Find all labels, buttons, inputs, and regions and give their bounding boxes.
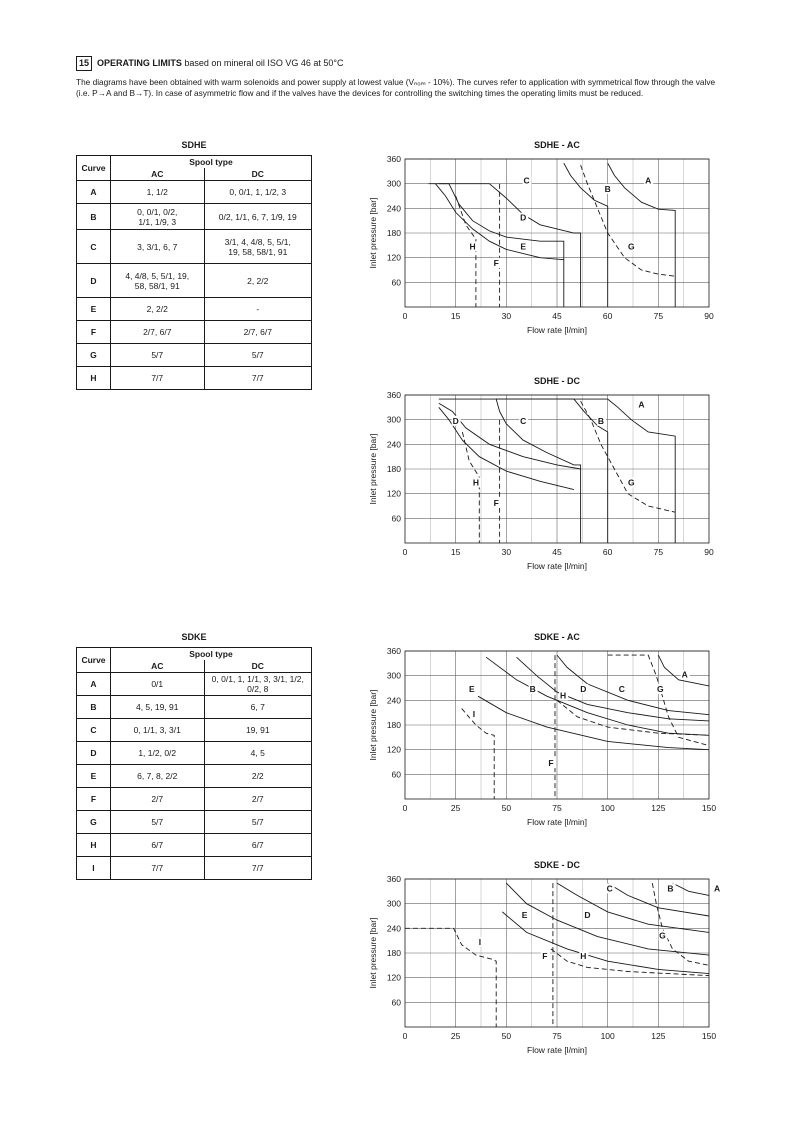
cell-ac bbox=[110, 857, 204, 880]
cell-text: 2, 2/2 bbox=[146, 304, 168, 314]
cell-ac bbox=[110, 834, 204, 857]
cell-curve: B bbox=[77, 204, 111, 230]
cell-text: 6/7 bbox=[151, 840, 164, 850]
series-line-e bbox=[478, 696, 709, 750]
curve-label: F bbox=[542, 951, 548, 962]
curve-label: G bbox=[627, 477, 635, 488]
x-tick-label: 50 bbox=[501, 1031, 512, 1041]
curve-label: B bbox=[597, 415, 604, 426]
y-tick-label: 60 bbox=[391, 997, 401, 1008]
x-tick-label: 45 bbox=[552, 311, 562, 321]
curve-label: C bbox=[523, 175, 530, 186]
series-line-e bbox=[502, 912, 709, 974]
cell-text: 7/7 bbox=[251, 863, 264, 873]
cell-dc bbox=[204, 181, 311, 204]
cell-text: 7/7 bbox=[251, 373, 264, 383]
x-tick-label: 100 bbox=[600, 803, 615, 813]
x-tick-label: 90 bbox=[704, 311, 714, 321]
col-header-dc: DC bbox=[204, 660, 311, 673]
table-row bbox=[77, 765, 312, 788]
x-tick-label: 50 bbox=[501, 803, 512, 813]
y-tick-label: 120 bbox=[386, 488, 401, 499]
cell-text: 1, 1/2 bbox=[146, 187, 168, 197]
curve-label: C bbox=[606, 883, 613, 894]
cell-ac bbox=[110, 230, 204, 264]
curve-label: B bbox=[667, 883, 674, 894]
y-tick-label: 180 bbox=[386, 464, 401, 474]
cell-curve: A bbox=[77, 181, 111, 204]
x-tick-label: 30 bbox=[501, 547, 512, 557]
y-tick-label: 120 bbox=[386, 744, 401, 755]
spool-table-sdke bbox=[76, 647, 312, 880]
cell-curve: C bbox=[77, 230, 111, 264]
curve-label: E bbox=[469, 684, 475, 695]
x-tick-label: 75 bbox=[552, 803, 562, 813]
table-row bbox=[77, 857, 312, 880]
table-row bbox=[77, 298, 312, 321]
cell-curve: A bbox=[77, 673, 111, 696]
curve-label: B bbox=[529, 684, 536, 695]
cell-curve: D bbox=[77, 264, 111, 298]
cell-text: 5/7 bbox=[251, 817, 264, 827]
cell-curve: F bbox=[77, 788, 111, 811]
curve-label: G bbox=[657, 684, 664, 695]
y-tick-label: 300 bbox=[386, 414, 401, 425]
cell-text: 2/7 bbox=[151, 794, 164, 804]
col-header-spool-type: Spool type bbox=[110, 156, 311, 169]
series-line-g bbox=[581, 401, 676, 512]
table-title-sdhe: SDHE bbox=[181, 140, 207, 150]
curve-label: A bbox=[681, 669, 688, 680]
cell-curve: H bbox=[77, 367, 111, 390]
curve-label: H bbox=[580, 951, 587, 962]
x-tick-label: 75 bbox=[653, 311, 664, 321]
curve-label: C bbox=[520, 415, 527, 426]
cell-text: 6, 7 bbox=[250, 702, 265, 712]
curve-label: D bbox=[584, 910, 591, 921]
cell-curve: E bbox=[77, 765, 111, 788]
table-row bbox=[77, 204, 312, 230]
y-tick-label: 360 bbox=[386, 390, 401, 400]
col-header-ac: AC bbox=[110, 168, 204, 181]
x-axis-label: Flow rate [l/min] bbox=[527, 325, 587, 335]
cell-curve: C bbox=[77, 719, 111, 742]
x-tick-label: 0 bbox=[402, 547, 408, 557]
y-tick-label: 60 bbox=[391, 513, 401, 524]
x-tick-label: 60 bbox=[602, 547, 613, 557]
cell-dc bbox=[204, 344, 311, 367]
chart-title: SDHE - AC bbox=[534, 140, 580, 150]
cell-curve: D bbox=[77, 742, 111, 765]
y-tick-label: 240 bbox=[386, 439, 401, 450]
curve-label: A bbox=[645, 175, 652, 186]
x-tick-label: 125 bbox=[651, 1031, 666, 1041]
curve-label: E bbox=[520, 241, 527, 252]
cell-ac bbox=[110, 719, 204, 742]
chart-sdhe-ac bbox=[360, 136, 730, 346]
x-tick-label: 0 bbox=[402, 803, 408, 813]
curve-label: I bbox=[472, 708, 476, 719]
cell-text: 7/7 bbox=[151, 863, 164, 873]
x-tick-label: 90 bbox=[704, 547, 714, 557]
table-row bbox=[77, 788, 312, 811]
col-header-curve: Curve bbox=[77, 648, 111, 673]
table-row bbox=[77, 834, 312, 857]
cell-ac bbox=[110, 264, 204, 298]
table-header-row bbox=[77, 156, 312, 169]
curve-label: H bbox=[560, 690, 567, 701]
cell-ac bbox=[110, 181, 204, 204]
x-tick-label: 25 bbox=[450, 803, 461, 813]
chart-sdke-dc bbox=[360, 856, 730, 1066]
table-title-sdke: SDKE bbox=[181, 632, 207, 642]
cell-text: 0, 1/1, 3, 3/1 bbox=[133, 725, 181, 735]
y-tick-label: 300 bbox=[386, 178, 401, 189]
cell-text: 2/2 bbox=[251, 771, 264, 781]
series-line-c bbox=[439, 184, 581, 307]
y-axis-label: Inlet pressure [bar] bbox=[368, 689, 378, 761]
cell-text: 4, 5, 19, 91 bbox=[135, 702, 179, 712]
cell-dc bbox=[204, 719, 311, 742]
cell-dc bbox=[204, 742, 311, 765]
x-axis-label: Flow rate [l/min] bbox=[527, 817, 587, 827]
x-tick-label: 15 bbox=[450, 311, 461, 321]
cell-text: 4, 4/8, 5, 5/1, 19, 58, 58/1, 91 bbox=[125, 270, 190, 291]
cell-ac bbox=[110, 811, 204, 834]
table-subheader-row bbox=[77, 168, 312, 181]
table-header-row bbox=[77, 648, 312, 661]
cell-text: 6/7 bbox=[251, 840, 264, 850]
cell-text: 7/7 bbox=[151, 373, 164, 383]
series-line-b bbox=[564, 163, 608, 307]
cell-text: 5/7 bbox=[151, 350, 164, 360]
y-tick-label: 300 bbox=[386, 898, 401, 909]
y-tick-label: 300 bbox=[386, 670, 401, 681]
cell-curve: B bbox=[77, 696, 111, 719]
curve-label: A bbox=[638, 399, 645, 410]
series-line-d bbox=[486, 657, 709, 735]
col-header-dc: DC bbox=[204, 168, 311, 181]
x-tick-label: 60 bbox=[602, 311, 613, 321]
series-line-g bbox=[581, 165, 676, 276]
table-row bbox=[77, 264, 312, 298]
chart-title: SDHE - DC bbox=[533, 376, 581, 386]
cell-dc bbox=[204, 673, 311, 696]
curve-label: G bbox=[659, 930, 666, 941]
curve-label: D bbox=[452, 415, 459, 426]
curve-label: F bbox=[493, 498, 499, 508]
cell-text: 1, 1/2, 0/2 bbox=[138, 748, 177, 758]
x-tick-label: 25 bbox=[450, 1031, 461, 1041]
curve-label: B bbox=[604, 183, 611, 194]
series-line-b bbox=[493, 399, 608, 543]
cell-dc bbox=[204, 321, 311, 344]
cell-text: - bbox=[256, 304, 260, 314]
y-axis-label: Inlet pressure [bar] bbox=[368, 197, 378, 269]
cell-text: 0, 0/1, 1, 1/2, 3 bbox=[229, 187, 287, 197]
cell-dc bbox=[204, 811, 311, 834]
table-row bbox=[77, 344, 312, 367]
cell-curve: G bbox=[77, 344, 111, 367]
cell-dc bbox=[204, 765, 311, 788]
cell-curve: G bbox=[77, 811, 111, 834]
curve-label: I bbox=[478, 936, 482, 947]
cell-text: 3, 3/1, 6, 7 bbox=[137, 241, 178, 252]
cell-text: 5/7 bbox=[251, 350, 264, 360]
col-header-ac: AC bbox=[110, 660, 204, 673]
curve-label: F bbox=[493, 257, 499, 268]
cell-text: 2/7, 6/7 bbox=[143, 327, 172, 337]
y-tick-label: 60 bbox=[391, 769, 401, 780]
table-row bbox=[77, 367, 312, 390]
cell-dc bbox=[204, 857, 311, 880]
chart-sdhe-dc bbox=[360, 372, 730, 582]
x-tick-label: 100 bbox=[600, 1031, 615, 1041]
x-tick-label: 125 bbox=[651, 803, 666, 813]
cell-ac bbox=[110, 344, 204, 367]
section-number: 15 bbox=[76, 56, 92, 71]
curve-label: D bbox=[520, 212, 527, 223]
cell-ac bbox=[110, 367, 204, 390]
y-tick-label: 360 bbox=[386, 154, 401, 164]
table-row bbox=[77, 719, 312, 742]
cell-dc bbox=[204, 367, 311, 390]
intro-paragraph: The diagrams have been obtained with warm solenoids and power supply at lowest value (Vₙₒₘ - 10%). The curves refer to application with symmetrical flow through the valve (i.e. P→A and B→T). In case of asymmetric flow and if the valves have the devices for controlling the switching times the operating limits must be reduced. bbox=[76, 77, 716, 98]
table-row bbox=[77, 321, 312, 344]
cell-text: 0, 0/1, 0/2, 1/1, 1/9, 3 bbox=[137, 206, 178, 227]
section-title: OPERATING LIMITS bbox=[97, 58, 182, 68]
y-tick-label: 240 bbox=[386, 923, 401, 934]
cell-ac bbox=[110, 788, 204, 811]
x-tick-label: 150 bbox=[701, 1031, 717, 1041]
cell-curve: E bbox=[77, 298, 111, 321]
spool-table-sdhe bbox=[76, 155, 312, 390]
cell-ac bbox=[110, 321, 204, 344]
table-row bbox=[77, 230, 312, 264]
cell-dc bbox=[204, 696, 311, 719]
curve-label: H bbox=[469, 241, 476, 252]
cell-dc bbox=[204, 834, 311, 857]
cell-dc bbox=[204, 788, 311, 811]
cell-ac bbox=[110, 204, 204, 230]
y-axis-label: Inlet pressure [bar] bbox=[368, 917, 378, 989]
series-line-a bbox=[673, 883, 710, 895]
section-header bbox=[76, 56, 344, 71]
table-row bbox=[77, 673, 312, 696]
x-axis-label: Flow rate [l/min] bbox=[527, 1045, 587, 1055]
cell-text: 4, 5 bbox=[250, 748, 265, 758]
y-tick-label: 240 bbox=[386, 203, 401, 214]
x-tick-label: 75 bbox=[552, 1031, 562, 1041]
curve-label: H bbox=[472, 477, 480, 488]
cell-text: 6, 7, 8, 2/2 bbox=[137, 771, 178, 781]
col-header-curve: Curve bbox=[77, 156, 111, 181]
cell-text: 0/1 bbox=[151, 679, 164, 689]
x-tick-label: 0 bbox=[402, 311, 408, 321]
cell-text: 3/1, 4, 4/8, 5, 5/1, 19, 58, 58/1, 91 bbox=[224, 236, 291, 257]
cell-ac bbox=[110, 765, 204, 788]
x-tick-label: 45 bbox=[552, 547, 562, 557]
cell-dc bbox=[204, 298, 311, 321]
chart-title: SDKE - DC bbox=[533, 860, 581, 870]
curve-label: G bbox=[627, 241, 635, 252]
table-row bbox=[77, 181, 312, 204]
col-header-spool-type: Spool type bbox=[110, 648, 311, 661]
y-tick-label: 360 bbox=[386, 646, 401, 656]
cell-text: 2/7, 6/7 bbox=[243, 327, 272, 337]
x-axis-label: Flow rate [l/min] bbox=[527, 561, 587, 571]
y-tick-label: 120 bbox=[386, 972, 401, 983]
cell-text: 19, 91 bbox=[245, 725, 270, 735]
cell-text: 2, 2/2 bbox=[247, 275, 269, 286]
curve-label: D bbox=[580, 684, 587, 695]
y-tick-label: 120 bbox=[386, 252, 401, 263]
cell-text: 2/7 bbox=[251, 794, 264, 804]
chart-title: SDKE - AC bbox=[534, 632, 580, 642]
cell-ac bbox=[110, 673, 204, 696]
cell-ac bbox=[110, 298, 204, 321]
curve-label: E bbox=[521, 910, 528, 921]
y-tick-label: 360 bbox=[386, 874, 401, 884]
curve-label: A bbox=[714, 883, 721, 894]
series-line-i bbox=[462, 709, 495, 799]
series-line-a bbox=[608, 163, 676, 307]
section-subtitle: based on mineral oil ISO VG 46 at 50°C bbox=[181, 58, 344, 68]
cell-text: 5/7 bbox=[151, 817, 164, 827]
chart-sdke-ac bbox=[360, 628, 730, 838]
cell-ac bbox=[110, 696, 204, 719]
cell-curve: H bbox=[77, 834, 111, 857]
table-row bbox=[77, 742, 312, 765]
y-tick-label: 180 bbox=[386, 720, 401, 730]
cell-dc bbox=[204, 204, 311, 230]
table-subheader-row bbox=[77, 660, 312, 673]
y-axis-label: Inlet pressure [bar] bbox=[368, 433, 378, 505]
cell-curve: I bbox=[77, 857, 111, 880]
cell-text: 0, 0/1, 1, 1/1, 3, 3/1, 1/2, 0/2, 8 bbox=[211, 674, 304, 694]
cell-dc bbox=[204, 264, 311, 298]
curve-label: F bbox=[548, 758, 554, 769]
series-line-c bbox=[493, 399, 580, 543]
x-tick-label: 0 bbox=[402, 1031, 408, 1041]
cell-dc bbox=[204, 230, 311, 264]
curve-label: C bbox=[618, 684, 625, 695]
cell-curve: F bbox=[77, 321, 111, 344]
cell-text: 0/2, 1/1, 6, 7, 1/9, 19 bbox=[218, 211, 297, 222]
x-tick-label: 30 bbox=[501, 311, 512, 321]
y-tick-label: 60 bbox=[391, 277, 401, 288]
y-tick-label: 240 bbox=[386, 695, 401, 706]
x-tick-label: 75 bbox=[653, 547, 664, 557]
cell-ac bbox=[110, 742, 204, 765]
y-tick-label: 180 bbox=[386, 228, 401, 238]
x-tick-label: 150 bbox=[701, 803, 717, 813]
x-tick-label: 15 bbox=[450, 547, 461, 557]
table-row bbox=[77, 811, 312, 834]
y-tick-label: 180 bbox=[386, 948, 401, 958]
table-row bbox=[77, 696, 312, 719]
